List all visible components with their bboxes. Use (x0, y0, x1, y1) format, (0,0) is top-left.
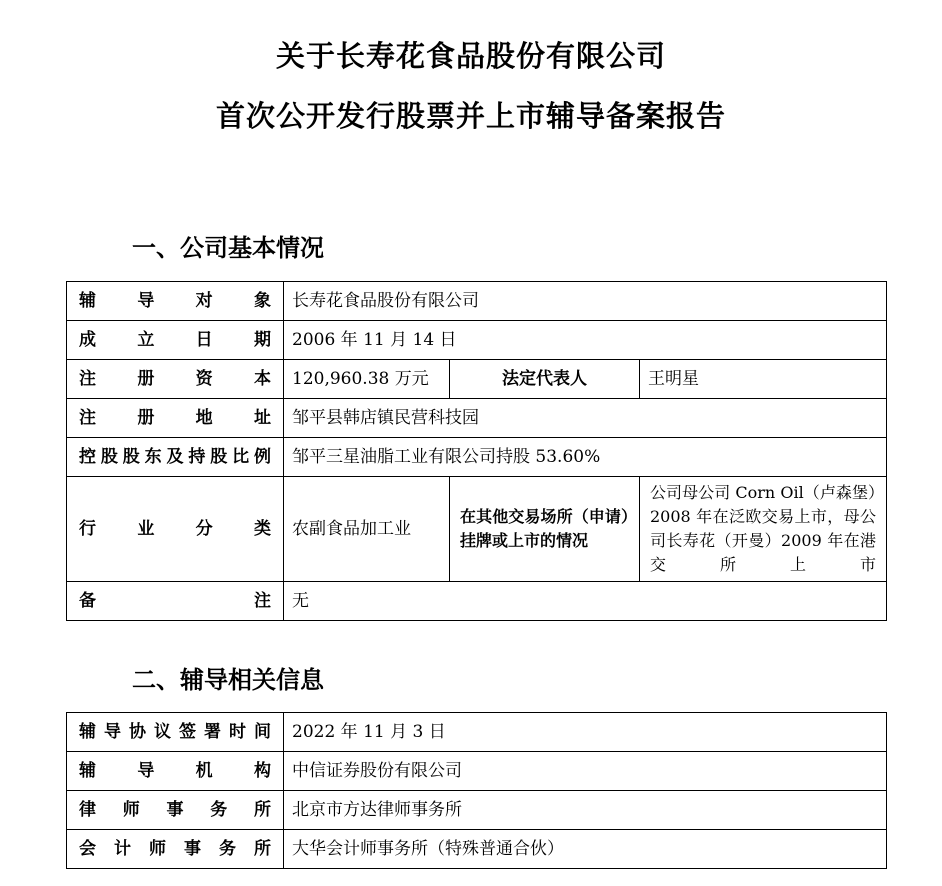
table-row (67, 360, 887, 399)
shareholder-label: 控股股东及持股比例 (67, 438, 284, 477)
table-row (67, 438, 887, 477)
capital-label: 注册资本 (67, 360, 284, 399)
document-title-line1: 关于长寿花食品股份有限公司 (275, 39, 666, 73)
capital-value: 120,960.38 万元 (284, 360, 450, 399)
guidance-info-table (66, 712, 887, 869)
address-value: 邹平县韩店镇民营科技园 (284, 399, 887, 438)
address-label: 注册地址 (67, 399, 284, 438)
remark-value: 无 (284, 582, 887, 621)
subject-label: 辅导对象 (67, 282, 284, 321)
industry-value: 农副食品加工业 (284, 477, 450, 582)
table-row (67, 477, 887, 582)
table-row (67, 830, 887, 869)
agreement-label: 辅导协议签署时间 (67, 713, 284, 752)
industry-label: 行业分类 (67, 477, 284, 582)
table-row (67, 321, 887, 360)
document-title-line2: 首次公开发行股票并上市辅导备案报告 (215, 99, 726, 133)
law-firm-label: 律师事务所 (67, 791, 284, 830)
legal-rep-label: 法定代表人 (450, 360, 640, 399)
accounting-label: 会计师事务所 (67, 830, 284, 869)
agreement-value: 2022 年 11 月 3 日 (284, 713, 887, 752)
table-row (67, 282, 887, 321)
remark-label: 备注 (67, 582, 284, 621)
listing-label: 在其他交易场所（申请）挂牌或上市的情况 (450, 477, 640, 582)
section1-heading: 一、公司基本情况 (132, 234, 324, 262)
established-value: 2006 年 11 月 14 日 (284, 321, 887, 360)
law-firm-value: 北京市方达律师事务所 (284, 791, 887, 830)
established-label: 成立日期 (67, 321, 284, 360)
company-basic-info-table (66, 281, 887, 621)
institution-label: 辅导机构 (67, 752, 284, 791)
table-row (67, 399, 887, 438)
institution-value: 中信证券股份有限公司 (284, 752, 887, 791)
subject-value: 长寿花食品股份有限公司 (284, 282, 887, 321)
accounting-value: 大华会计师事务所（特殊普通合伙） (284, 830, 887, 869)
table-row (67, 791, 887, 830)
legal-rep-value: 王明星 (640, 360, 887, 399)
shareholder-value: 邹平三星油脂工业有限公司持股 53.60% (284, 438, 887, 477)
table-row (67, 582, 887, 621)
table-row (67, 752, 887, 791)
section2-heading: 二、辅导相关信息 (132, 666, 324, 694)
listing-value: 公司母公司 Corn Oil（卢森堡）2008 年在泛欧交易上市，母公司长寿花（开曼）2009 年在港交所上市 (640, 477, 887, 582)
table-row (67, 713, 887, 752)
